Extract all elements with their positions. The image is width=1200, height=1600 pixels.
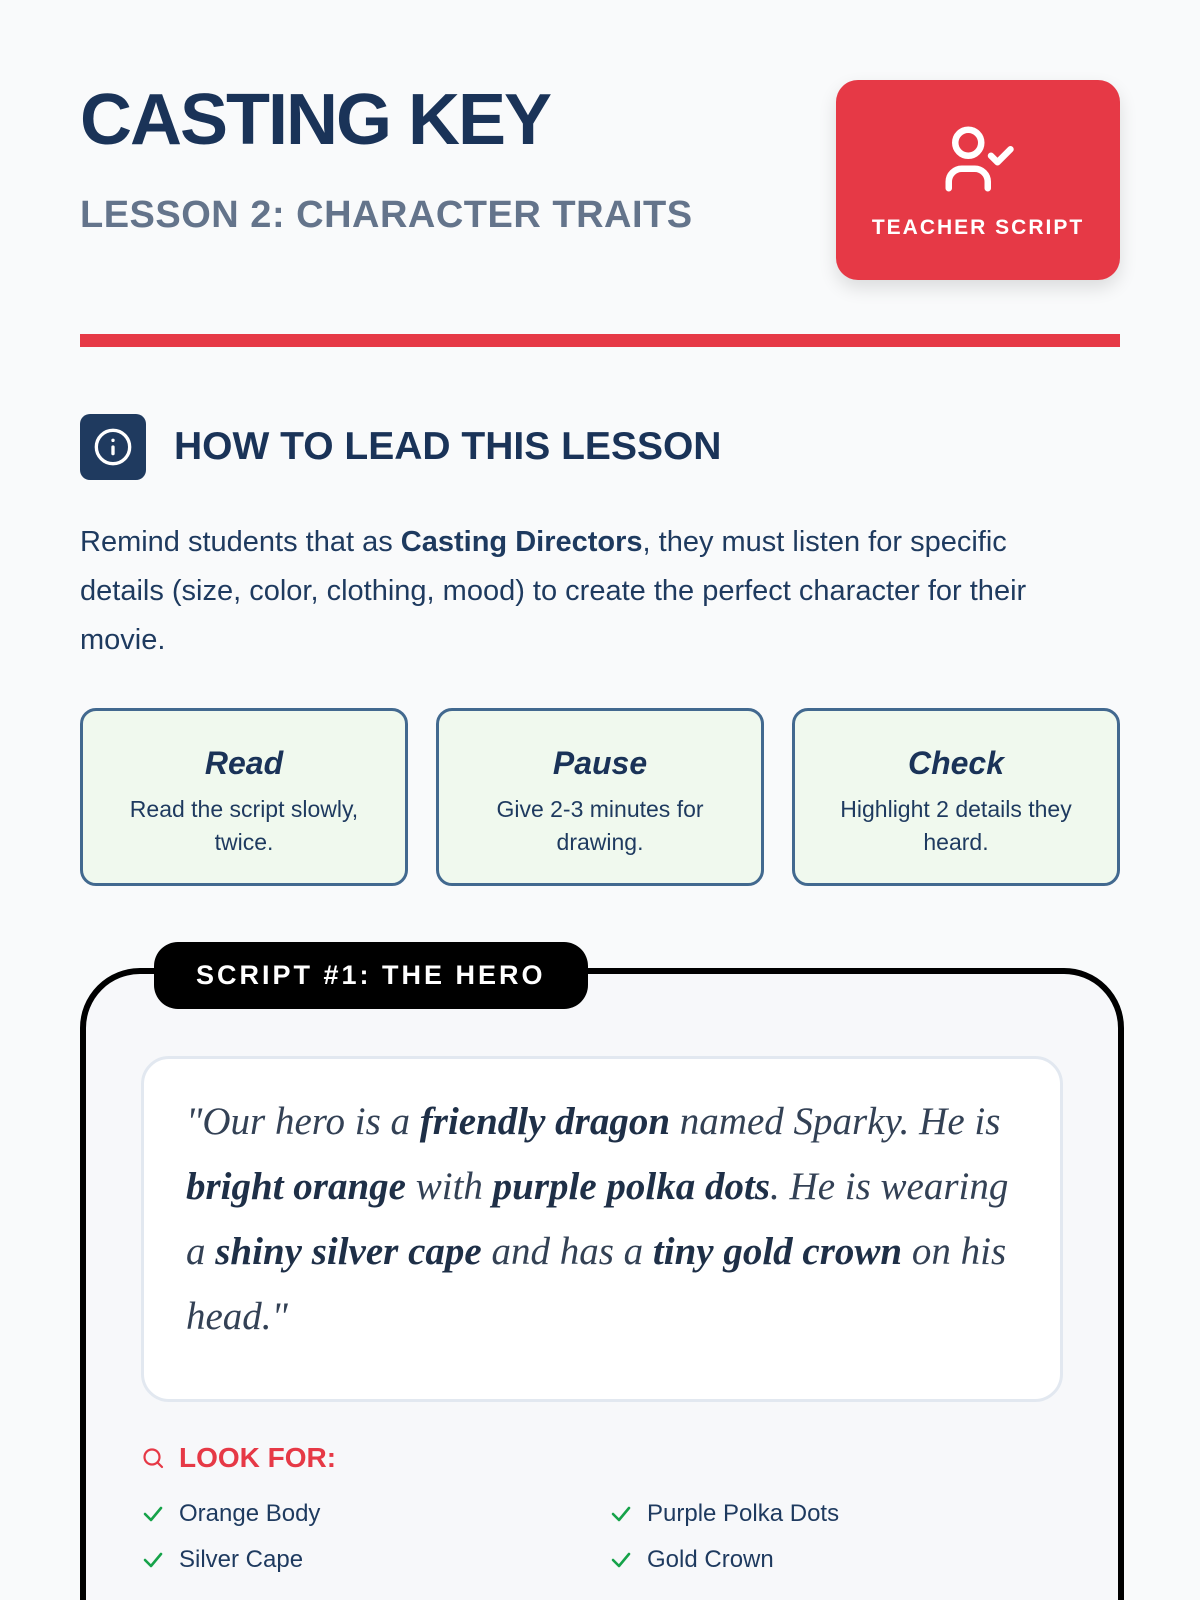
quote-text: "Our hero is a xyxy=(186,1100,420,1143)
intro-text-end: , they must listen for specific details (size, color, clothing, mood) to create the perfect character for their movie. xyxy=(80,526,1027,656)
user-check-icon xyxy=(939,120,1017,198)
quote-key-detail: friendly dragon xyxy=(419,1100,671,1143)
step-description: Give 2-3 minutes for drawing. xyxy=(496,796,704,855)
info-icon xyxy=(93,427,133,467)
search-icon xyxy=(141,1446,165,1470)
quote-text: named Sparky. He is xyxy=(670,1100,1001,1143)
intro-emphasis: Casting Directors xyxy=(400,526,643,558)
quote-key-detail: shiny silver cape xyxy=(215,1230,482,1273)
step-card-read xyxy=(80,708,408,886)
check-icon xyxy=(141,1502,165,1526)
lesson-subtitle: LESSON 2: CHARACTER TRAITS xyxy=(80,194,693,236)
intro-text-start: Remind students that as xyxy=(80,526,401,558)
step-card-pause xyxy=(436,708,764,886)
look-for-heading xyxy=(141,1442,336,1474)
look-for-item xyxy=(141,1546,303,1574)
look-for-label: LOOK FOR: xyxy=(179,1442,337,1473)
quote-key-detail: bright orange xyxy=(186,1165,406,1208)
teacher-script-badge xyxy=(836,80,1120,280)
step-title: Check xyxy=(907,745,1005,781)
page-header xyxy=(80,80,1120,280)
step-title: Pause xyxy=(552,745,648,781)
check-icon xyxy=(609,1548,633,1572)
script-quote-box xyxy=(141,1056,1063,1402)
check-icon xyxy=(141,1548,165,1572)
look-for-item xyxy=(609,1500,839,1528)
quote-text: . He is wearing a xyxy=(186,1165,1009,1273)
script-tag: SCRIPT #1: THE HERO xyxy=(154,942,588,1009)
page-title: CASTING KEY xyxy=(80,80,551,160)
look-for-item xyxy=(141,1500,320,1528)
look-for-item-label: Silver Cape xyxy=(179,1546,304,1573)
script-quote xyxy=(186,1089,1020,1349)
check-icon xyxy=(609,1502,633,1526)
lead-intro-text xyxy=(80,518,1090,665)
step-cards xyxy=(80,708,1120,886)
look-for-item xyxy=(609,1546,774,1574)
step-card-check xyxy=(792,708,1120,886)
info-icon-box xyxy=(80,414,146,480)
quote-key-detail: purple polka dots xyxy=(492,1165,771,1208)
step-title: Read xyxy=(204,745,284,781)
quote-text: and has a xyxy=(481,1230,653,1273)
header-divider xyxy=(80,334,1120,347)
step-description: Highlight 2 details they heard. xyxy=(840,796,1072,855)
quote-key-detail: tiny gold crown xyxy=(652,1230,903,1273)
step-description: Read the script slowly, twice. xyxy=(129,796,359,855)
quote-text: with xyxy=(405,1165,493,1208)
lead-section-title: HOW TO LEAD THIS LESSON xyxy=(174,425,722,468)
look-for-item-label: Gold Crown xyxy=(647,1546,774,1573)
lead-section-heading xyxy=(80,414,721,480)
look-for-item-label: Purple Polka Dots xyxy=(647,1500,840,1527)
look-for-item-label: Orange Body xyxy=(179,1500,321,1527)
teacher-script-label: TEACHER SCRIPT xyxy=(871,216,1085,239)
quote-text: on his head." xyxy=(186,1230,1007,1338)
